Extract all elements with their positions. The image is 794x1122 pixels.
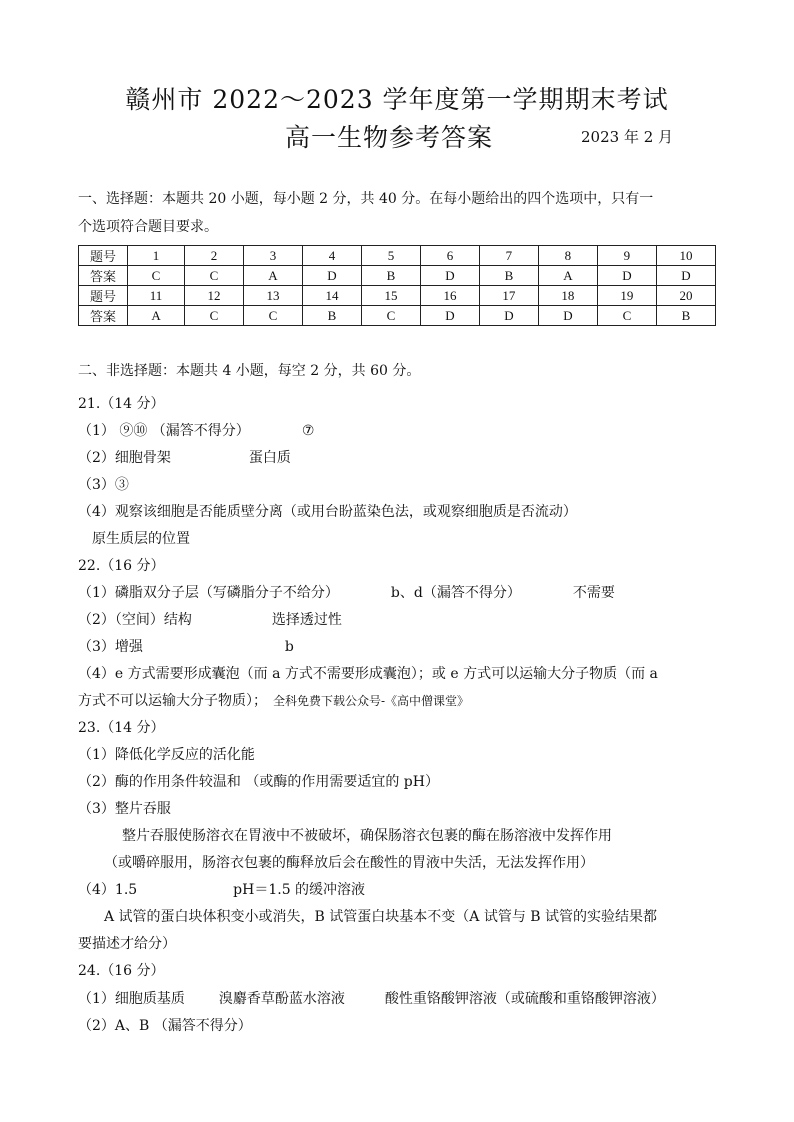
answer-table — [78, 245, 716, 326]
table-cell: B — [302, 306, 361, 326]
exam-subtitle: 高一生物参考答案 — [285, 123, 494, 152]
q21-answer-1 — [78, 420, 314, 440]
table-cell: 4 — [302, 246, 361, 266]
q21-heading: 21.（14 分） — [78, 396, 165, 412]
q21-answer-2b: 蛋白质 — [248, 450, 291, 466]
q23-answer-4: 整片吞服使肠溶衣在胃液中不被破坏，确保肠溶衣包裹的酶在肠溶液中发挥作用 — [122, 828, 612, 844]
table-cell: D — [538, 306, 597, 326]
q21-answer-5: 原生质层的位置 — [92, 531, 190, 547]
q24-answer-2: （2）A、B （漏答不得分） — [78, 1018, 252, 1034]
table-cell: B — [656, 306, 715, 326]
table-cell: B — [361, 266, 420, 286]
table-cell: C — [185, 266, 244, 286]
table-cell: 18 — [538, 286, 597, 306]
table-cell: D — [479, 306, 538, 326]
table-cell: 1 — [128, 246, 185, 266]
q23-answer-3: （3）整片吞服 — [78, 801, 171, 817]
table-cell: D — [420, 266, 479, 286]
q22-answer-5a: 方式不可以运输大分子物质）； — [78, 693, 267, 709]
table-cell: 12 — [185, 286, 244, 306]
q22-answer-3a: （3）增强 — [78, 639, 143, 655]
q21-answer-2 — [78, 447, 291, 467]
q23-answer-6b: pH＝1.5 的缓冲溶液 — [233, 882, 366, 898]
table-cell: D — [302, 266, 361, 286]
table-cell: B — [479, 266, 538, 286]
q21-answer-2a: （2）细胞骨架 — [78, 450, 171, 466]
q24-answer-1c: 酸性重铬酸钾溶液（或硫酸和重铬酸钾溶液） — [384, 991, 665, 1007]
table-row-numbers-2 — [79, 286, 716, 306]
row-label: 题号 — [79, 286, 128, 306]
q22-watermark-note: 全科免费下载公众号-《高中僧课堂》 — [273, 694, 470, 708]
table-cell: C — [244, 306, 303, 326]
q21-answer-1a: （1） ⑨⑩ （漏答不得分） — [78, 423, 250, 439]
table-cell: 6 — [420, 246, 479, 266]
row-label: 答案 — [79, 306, 128, 326]
q23-answer-8: 要描述才给分） — [78, 936, 176, 952]
q22-answer-4: （4）e 方式需要形成囊泡（而 a 方式不需要形成囊泡）；或 e 方式可以运输大分子物质（而 a — [78, 666, 658, 682]
row-label: 答案 — [79, 266, 128, 286]
q22-answer-2a: （2）（空间）结构 — [78, 612, 192, 628]
q23-answer-5: （或嚼碎服用，肠溶衣包裹的酶释放后会在酸性的胃液中失活，无法发挥作用） — [104, 855, 594, 871]
q24-answer-1 — [78, 988, 665, 1008]
q22-answer-3b: b — [284, 639, 294, 655]
q23-answer-6a: （4）1.5 — [78, 882, 138, 898]
table-cell: 20 — [656, 286, 715, 306]
q22-answer-1b: b、d（漏答不得分） — [390, 585, 521, 601]
table-cell: 7 — [479, 246, 538, 266]
table-cell: D — [420, 306, 479, 326]
table-cell: 2 — [185, 246, 244, 266]
q23-heading: 23.（14 分） — [78, 720, 165, 736]
q21-answer-4: （4）观察该细胞是否能质壁分离（或用台盼蓝染色法，或观察细胞质是否流动） — [78, 504, 577, 520]
table-cell: 9 — [597, 246, 656, 266]
table-cell: 14 — [302, 286, 361, 306]
table-cell: C — [128, 266, 185, 286]
q24-answer-1b: 溴麝香草酚蓝水溶液 — [218, 991, 345, 1007]
table-cell: 16 — [420, 286, 479, 306]
q24-heading: 24.（16 分） — [78, 963, 165, 979]
q21-answer-3: （3）③ — [78, 477, 129, 493]
table-cell: 5 — [361, 246, 420, 266]
table-cell: 3 — [244, 246, 303, 266]
table-cell: C — [185, 306, 244, 326]
table-cell: 8 — [538, 246, 597, 266]
exam-title: 赣州市 2022～2023 学年度第一学期期末考试 — [125, 85, 669, 114]
table-row-answers-1 — [79, 266, 716, 286]
table-cell: 17 — [479, 286, 538, 306]
section1-intro-line1: 一、选择题：本题共 20 小题，每小题 2 分，共 40 分。在每小题给出的四个选项中，只有一 — [78, 191, 654, 207]
q23-answer-2: （2）酶的作用条件较温和 （或酶的作用需要适宜的 pH） — [78, 774, 439, 790]
table-cell: 11 — [128, 286, 185, 306]
table-cell: 19 — [597, 286, 656, 306]
q23-answer-1: （1）降低化学反应的活化能 — [78, 747, 255, 763]
table-cell: A — [128, 306, 185, 326]
table-cell: C — [597, 306, 656, 326]
q21-answer-1b: ⑦ — [301, 423, 315, 439]
q23-answer-7: A 试管的蛋白块体积变小或消失，B 试管蛋白块基本不变（A 试管与 B 试管的实验结果都 — [104, 909, 658, 925]
table-cell: D — [597, 266, 656, 286]
q22-answer-1 — [78, 582, 615, 602]
table-row-numbers-1 — [79, 246, 716, 266]
table-cell: 15 — [361, 286, 420, 306]
q22-answer-1a: （1）磷脂双分子层（写磷脂分子不给分） — [78, 585, 339, 601]
row-label: 题号 — [79, 246, 128, 266]
table-cell: A — [538, 266, 597, 286]
section2-intro: 二、非选择题：本题共 4 小题，每空 2 分，共 60 分。 — [78, 363, 421, 379]
table-cell: 13 — [244, 286, 303, 306]
q23-answer-6 — [78, 879, 365, 899]
q22-answer-2 — [78, 609, 342, 629]
exam-date: 2023 年 2 月 — [581, 128, 674, 146]
table-cell: C — [361, 306, 420, 326]
q22-heading: 22.（16 分） — [78, 558, 165, 574]
table-cell: A — [244, 266, 303, 286]
q24-answer-1a: （1）细胞质基质 — [78, 991, 185, 1007]
table-cell: 10 — [656, 246, 715, 266]
q22-answer-2b: 选择透过性 — [271, 612, 342, 628]
q22-answer-1c: 不需要 — [572, 585, 615, 601]
table-row-answers-2 — [79, 306, 716, 326]
q22-answer-3 — [78, 636, 294, 656]
section1-intro-line2: 个选项符合题目要求。 — [78, 219, 218, 235]
table-cell: D — [656, 266, 715, 286]
q22-answer-5 — [78, 690, 469, 710]
